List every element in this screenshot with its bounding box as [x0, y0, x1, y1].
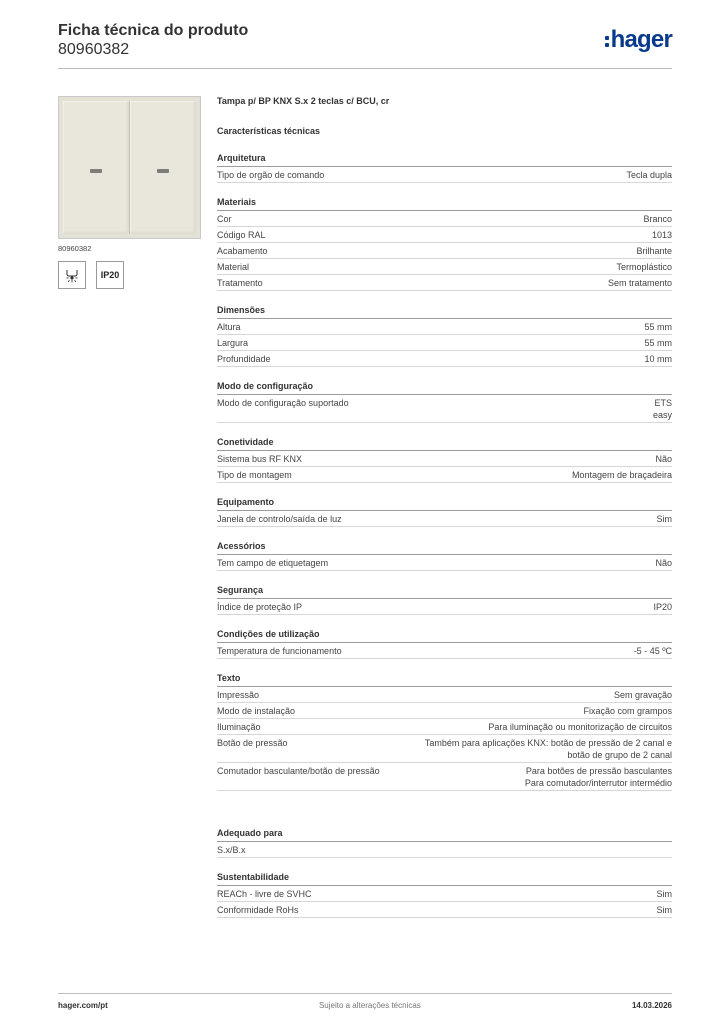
ip-rating-badge: IP20 [96, 261, 124, 289]
spec-section [217, 828, 672, 858]
spec-row [217, 351, 672, 367]
spec-content [217, 96, 672, 918]
section-title: Materiais [217, 197, 672, 211]
spec-row [217, 735, 672, 763]
spec-label: Modo de configuração suportado [217, 398, 349, 408]
lamp-icon [58, 261, 86, 289]
left-led-window [90, 169, 102, 173]
section-title: Arquitetura [217, 153, 672, 167]
spec-label: Profundidade [217, 354, 271, 364]
section-title: Condições de utilização [217, 629, 672, 643]
spec-row [217, 167, 672, 183]
spec-label: Botão de pressão [217, 738, 288, 748]
footer-date: 14.03.2026 [631, 1001, 672, 1010]
lamp-icon-svg [63, 266, 81, 284]
spec-label: Código RAL [217, 230, 266, 240]
section-title: Adequado para [217, 828, 672, 842]
spec-value: Tecla dupla [626, 170, 672, 180]
spec-label: Largura [217, 338, 249, 348]
footer-note: Sujeito a alterações técnicas [318, 1001, 421, 1010]
spec-sections [217, 153, 672, 918]
spec-label: Comutador basculante/botão de pressão [217, 766, 380, 776]
spec-row [217, 227, 672, 243]
spec-value: Para iluminação ou monitorização de circuitos [488, 722, 672, 732]
spec-value: 55 mm [644, 322, 672, 332]
header-divider [58, 68, 672, 69]
spec-value: -5 - 45 ºC [633, 646, 672, 656]
spec-section [217, 153, 672, 183]
spec-value: Não [655, 454, 672, 464]
section-title: Acessórios [217, 541, 672, 555]
spec-label: Tipo de montagem [217, 470, 292, 480]
right-rocker [130, 101, 196, 234]
spec-value: 1013 [651, 230, 672, 240]
spec-row [217, 599, 672, 615]
section-title: Segurança [217, 585, 672, 599]
spec-value: Sim [656, 889, 672, 899]
spec-row [217, 703, 672, 719]
spec-value: Branco [643, 214, 672, 224]
spec-row [217, 243, 672, 259]
spec-row [217, 259, 672, 275]
spec-label: Janela de controlo/saída de luz [217, 514, 342, 524]
spec-value: Termoplástico [616, 262, 672, 272]
spec-row [217, 335, 672, 351]
spec-row [217, 687, 672, 703]
page-footer [58, 993, 672, 1010]
spec-value: 55 mm [644, 338, 672, 348]
spec-row [217, 719, 672, 735]
hager-logo[interactable] [605, 28, 672, 52]
spec-row [217, 451, 672, 467]
spec-label: Tipo de orgão de comando [217, 170, 325, 180]
logo-dots-icon [605, 36, 609, 47]
spec-value: IP20 [653, 602, 672, 612]
spec-row [217, 511, 672, 527]
tech-heading: Características técnicas [217, 126, 321, 136]
spec-section [217, 585, 672, 615]
spec-value: Sim [656, 514, 672, 524]
spec-label: Impressão [217, 690, 260, 700]
spec-label: Temperatura de funcionamento [217, 646, 342, 656]
spec-value: Montagem de braçadeira [571, 470, 672, 480]
spec-value: Sem tratamento [607, 278, 672, 288]
spec-section [217, 872, 672, 918]
spec-label: Conformidade RoHs [217, 905, 299, 915]
spec-label: Acabamento [217, 246, 268, 256]
spec-label: Modo de instalação [217, 706, 296, 716]
spec-label: Índice de proteção IP [217, 602, 303, 612]
spec-value: Para botões de pressão basculantes Para comutador/interrutor intermédio [524, 766, 672, 788]
spec-label: Altura [217, 322, 241, 332]
spec-row [217, 763, 672, 791]
spec-section [217, 541, 672, 571]
section-title: Dimensões [217, 305, 672, 319]
spec-section [217, 381, 672, 423]
spec-section [217, 497, 672, 527]
spec-row [217, 902, 672, 918]
section-title: Modo de configuração [217, 381, 672, 395]
spec-label: Iluminação [217, 722, 261, 732]
spec-section [217, 629, 672, 659]
spec-value: Sim [656, 905, 672, 915]
spec-row [217, 886, 672, 902]
spec-section [217, 437, 672, 483]
spec-value: Não [655, 558, 672, 568]
right-led-window [157, 169, 169, 173]
section-title: Texto [217, 673, 672, 687]
spec-row [217, 842, 672, 858]
section-title: Sustentabilidade [217, 872, 672, 886]
spec-value: Também para aplicações KNX: botão de pressão de 2 canal e botão de grupo de 2 canal [424, 738, 672, 760]
page-header [58, 22, 248, 59]
spec-label: Tratamento [217, 278, 263, 288]
product-image [58, 96, 201, 239]
spec-row [217, 211, 672, 227]
spec-label: Cor [217, 214, 232, 224]
document-title: Ficha técnica do produto [58, 22, 249, 39]
spec-value: Sem gravação [613, 690, 672, 700]
spec-row [217, 555, 672, 571]
logo-text: hager [610, 26, 672, 53]
spec-row [217, 275, 672, 291]
left-rocker [63, 101, 129, 234]
spec-section [217, 673, 672, 791]
spec-section [217, 305, 672, 367]
spec-row [217, 643, 672, 659]
section-title: Conetividade [217, 437, 672, 451]
spec-label: S.x/B.x [217, 845, 246, 855]
image-caption: 80960382 [58, 244, 92, 253]
spec-value: ETS easy [652, 398, 672, 420]
footer-url[interactable]: hager.com/pt [58, 1001, 108, 1010]
product-description: Tampa p/ BP KNX S.x 2 teclas c/ BCU, cr [217, 96, 390, 106]
product-code: 80960382 [58, 41, 130, 58]
spec-section [217, 197, 672, 291]
spec-label: REACh - livre de SVHC [217, 889, 312, 899]
spec-value: Brilhante [636, 246, 672, 256]
spec-label: Sistema bus RF KNX [217, 454, 303, 464]
spec-value: Fixação com grampos [583, 706, 672, 716]
spec-label: Material [217, 262, 250, 272]
spec-value: 10 mm [644, 354, 672, 364]
spec-row [217, 319, 672, 335]
section-title: Equipamento [217, 497, 672, 511]
spec-label: Tem campo de etiquetagem [217, 558, 329, 568]
spec-row [217, 467, 672, 483]
spec-row [217, 395, 672, 423]
